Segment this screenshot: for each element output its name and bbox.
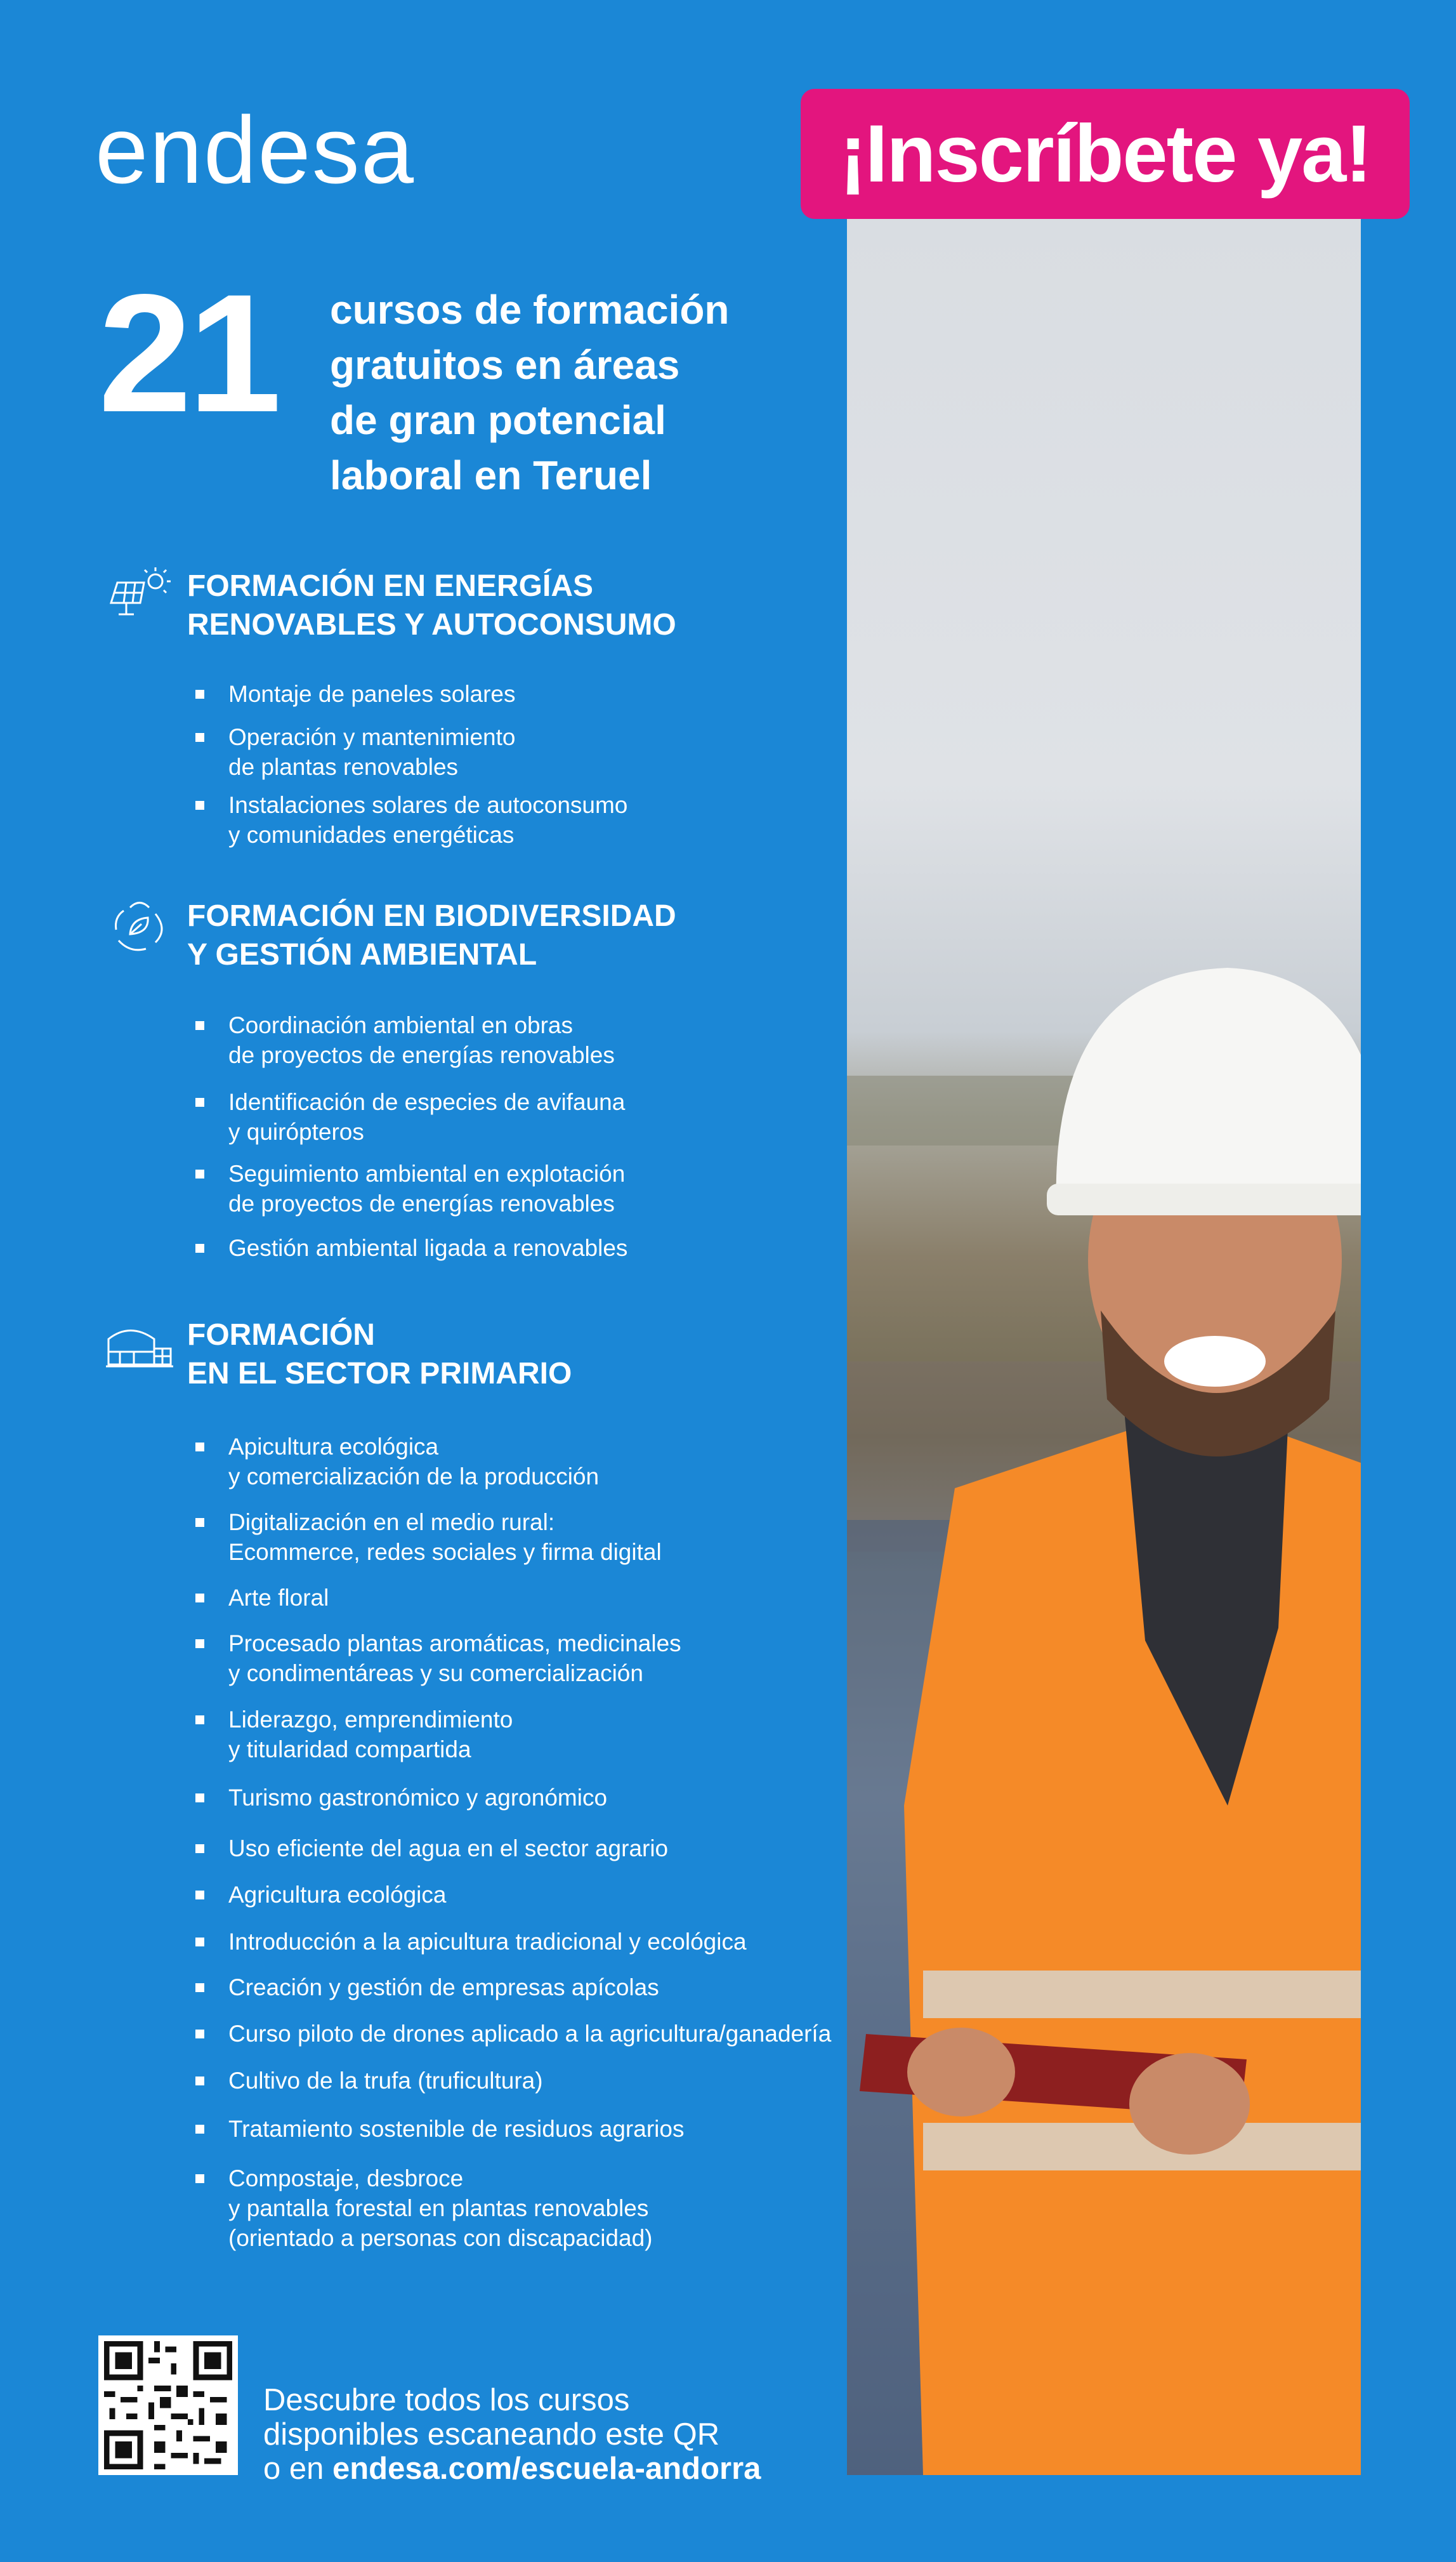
register-now-button[interactable]: ¡Inscríbete ya!: [801, 89, 1410, 219]
worker-illustration: [847, 219, 1361, 2475]
course-line: y condimentáreas y su comercialización: [228, 1660, 643, 1686]
course-line: Instalaciones solares de autoconsumo: [228, 792, 628, 818]
course-line: Uso eficiente del agua en el sector agrario: [228, 1835, 669, 1861]
footer-text: [263, 2383, 761, 2486]
course-line: Creación y gestión de empresas apícolas: [228, 1974, 659, 2000]
hero-description: [330, 282, 812, 503]
list-item: [190, 1583, 329, 1613]
course-line: Compostaje, desbroce: [228, 2165, 464, 2191]
course-line: Tratamiento sostenible de residuos agrarios: [228, 2116, 685, 2142]
course-line: Turismo gastronómico y agronómico: [228, 1785, 608, 1811]
course-line: (orientado a personas con discapacidad): [228, 2225, 653, 2251]
list-item: [190, 1507, 662, 1567]
section-title-line: FORMACIÓN: [187, 1318, 375, 1352]
course-line: Apicultura ecológica: [228, 1434, 439, 1460]
list-item: [190, 679, 516, 709]
escuela-andorra-link[interactable]: endesa.com/escuela-andorra: [332, 2452, 761, 2486]
course-line: Agricultura ecológica: [228, 1882, 447, 1908]
list-item: [190, 1628, 681, 1688]
greenhouse-icon: [105, 1317, 174, 1380]
section-title-line: Y GESTIÓN AMBIENTAL: [187, 938, 537, 972]
endesa-logo: [95, 102, 539, 203]
worker-photo: [847, 219, 1361, 2475]
hero-line: gratuitos en áreas: [330, 342, 680, 388]
course-line: Identificación de especies de avifauna: [228, 1089, 626, 1115]
footer-line: Descubre todos los cursos: [263, 2383, 630, 2417]
course-line: Cultivo de la trufa (truficultura): [228, 2068, 543, 2094]
hero-line: cursos de formación: [330, 287, 730, 333]
list-item: [190, 1010, 615, 1070]
course-line: Liderazgo, emprendimiento: [228, 1707, 513, 1733]
list-item: [190, 722, 515, 782]
footer-line: [263, 2452, 761, 2486]
course-line: y comercialización de la producción: [228, 1463, 600, 1489]
list-item: [190, 1783, 607, 1813]
course-line: y pantalla forestal en plantas renovables: [228, 2195, 649, 2221]
list-item: [190, 1880, 446, 1910]
course-count: 21: [98, 260, 278, 447]
course-line: Montaje de paneles solares: [228, 681, 516, 707]
list-item: [190, 1705, 513, 1764]
course-line: de plantas renovables: [228, 754, 459, 780]
list-item: [190, 1927, 747, 1957]
logo-wordmark: endesa: [95, 102, 416, 203]
course-line: Arte floral: [228, 1585, 329, 1611]
list-item: [190, 790, 627, 850]
course-line: Operación y mantenimiento: [228, 724, 516, 750]
course-line: y quirópteros: [228, 1119, 364, 1145]
course-line: Digitalización en el medio rural:: [228, 1509, 555, 1535]
footer-line: disponibles escaneando este QR: [263, 2417, 720, 2452]
list-item: [190, 2163, 652, 2253]
course-line: Gestión ambiental ligada a renovables: [228, 1235, 628, 1261]
section-title-biodiversity: [187, 897, 676, 974]
solar-panel-icon: [105, 565, 174, 628]
section-title-renewables: [187, 567, 676, 644]
section-title-line: FORMACIÓN EN ENERGÍAS: [187, 569, 594, 603]
recycle-leaf-icon: [105, 895, 174, 958]
course-line: Ecommerce, redes sociales y firma digital: [228, 1539, 662, 1565]
list-item: [190, 1159, 625, 1218]
qr-code[interactable]: [98, 2335, 238, 2475]
hero-line: laboral en Teruel: [330, 452, 652, 498]
list-item: [190, 1233, 627, 1263]
list-item: [190, 2066, 543, 2096]
footer-prefix: o en: [263, 2452, 332, 2486]
course-line: y titularidad compartida: [228, 1736, 471, 1762]
section-title-line: EN EL SECTOR PRIMARIO: [187, 1357, 572, 1390]
course-line: de proyectos de energías renovables: [228, 1042, 615, 1068]
course-line: Procesado plantas aromáticas, medicinales: [228, 1630, 681, 1656]
section-title-line: FORMACIÓN EN BIODIVERSIDAD: [187, 899, 676, 933]
list-item: [190, 1432, 599, 1491]
list-item: [190, 2114, 684, 2144]
course-line: Curso piloto de drones aplicado a la agricultura/ganadería: [228, 2021, 832, 2047]
list-item: [190, 1087, 625, 1147]
list-item: [190, 1972, 659, 2002]
course-line: Introducción a la apicultura tradicional y ecológica: [228, 1929, 747, 1955]
course-line: Seguimiento ambiental en explotación: [228, 1161, 626, 1187]
section-title-line: RENOVABLES Y AUTOCONSUMO: [187, 608, 676, 642]
hero-line: de gran potencial: [330, 397, 666, 443]
course-line: Coordinación ambiental en obras: [228, 1012, 574, 1038]
list-item: [190, 1833, 668, 1863]
course-line: y comunidades energéticas: [228, 822, 515, 848]
course-line: de proyectos de energías renovables: [228, 1191, 615, 1217]
list-item: [190, 2019, 831, 2049]
section-title-primary-sector: [187, 1316, 572, 1393]
